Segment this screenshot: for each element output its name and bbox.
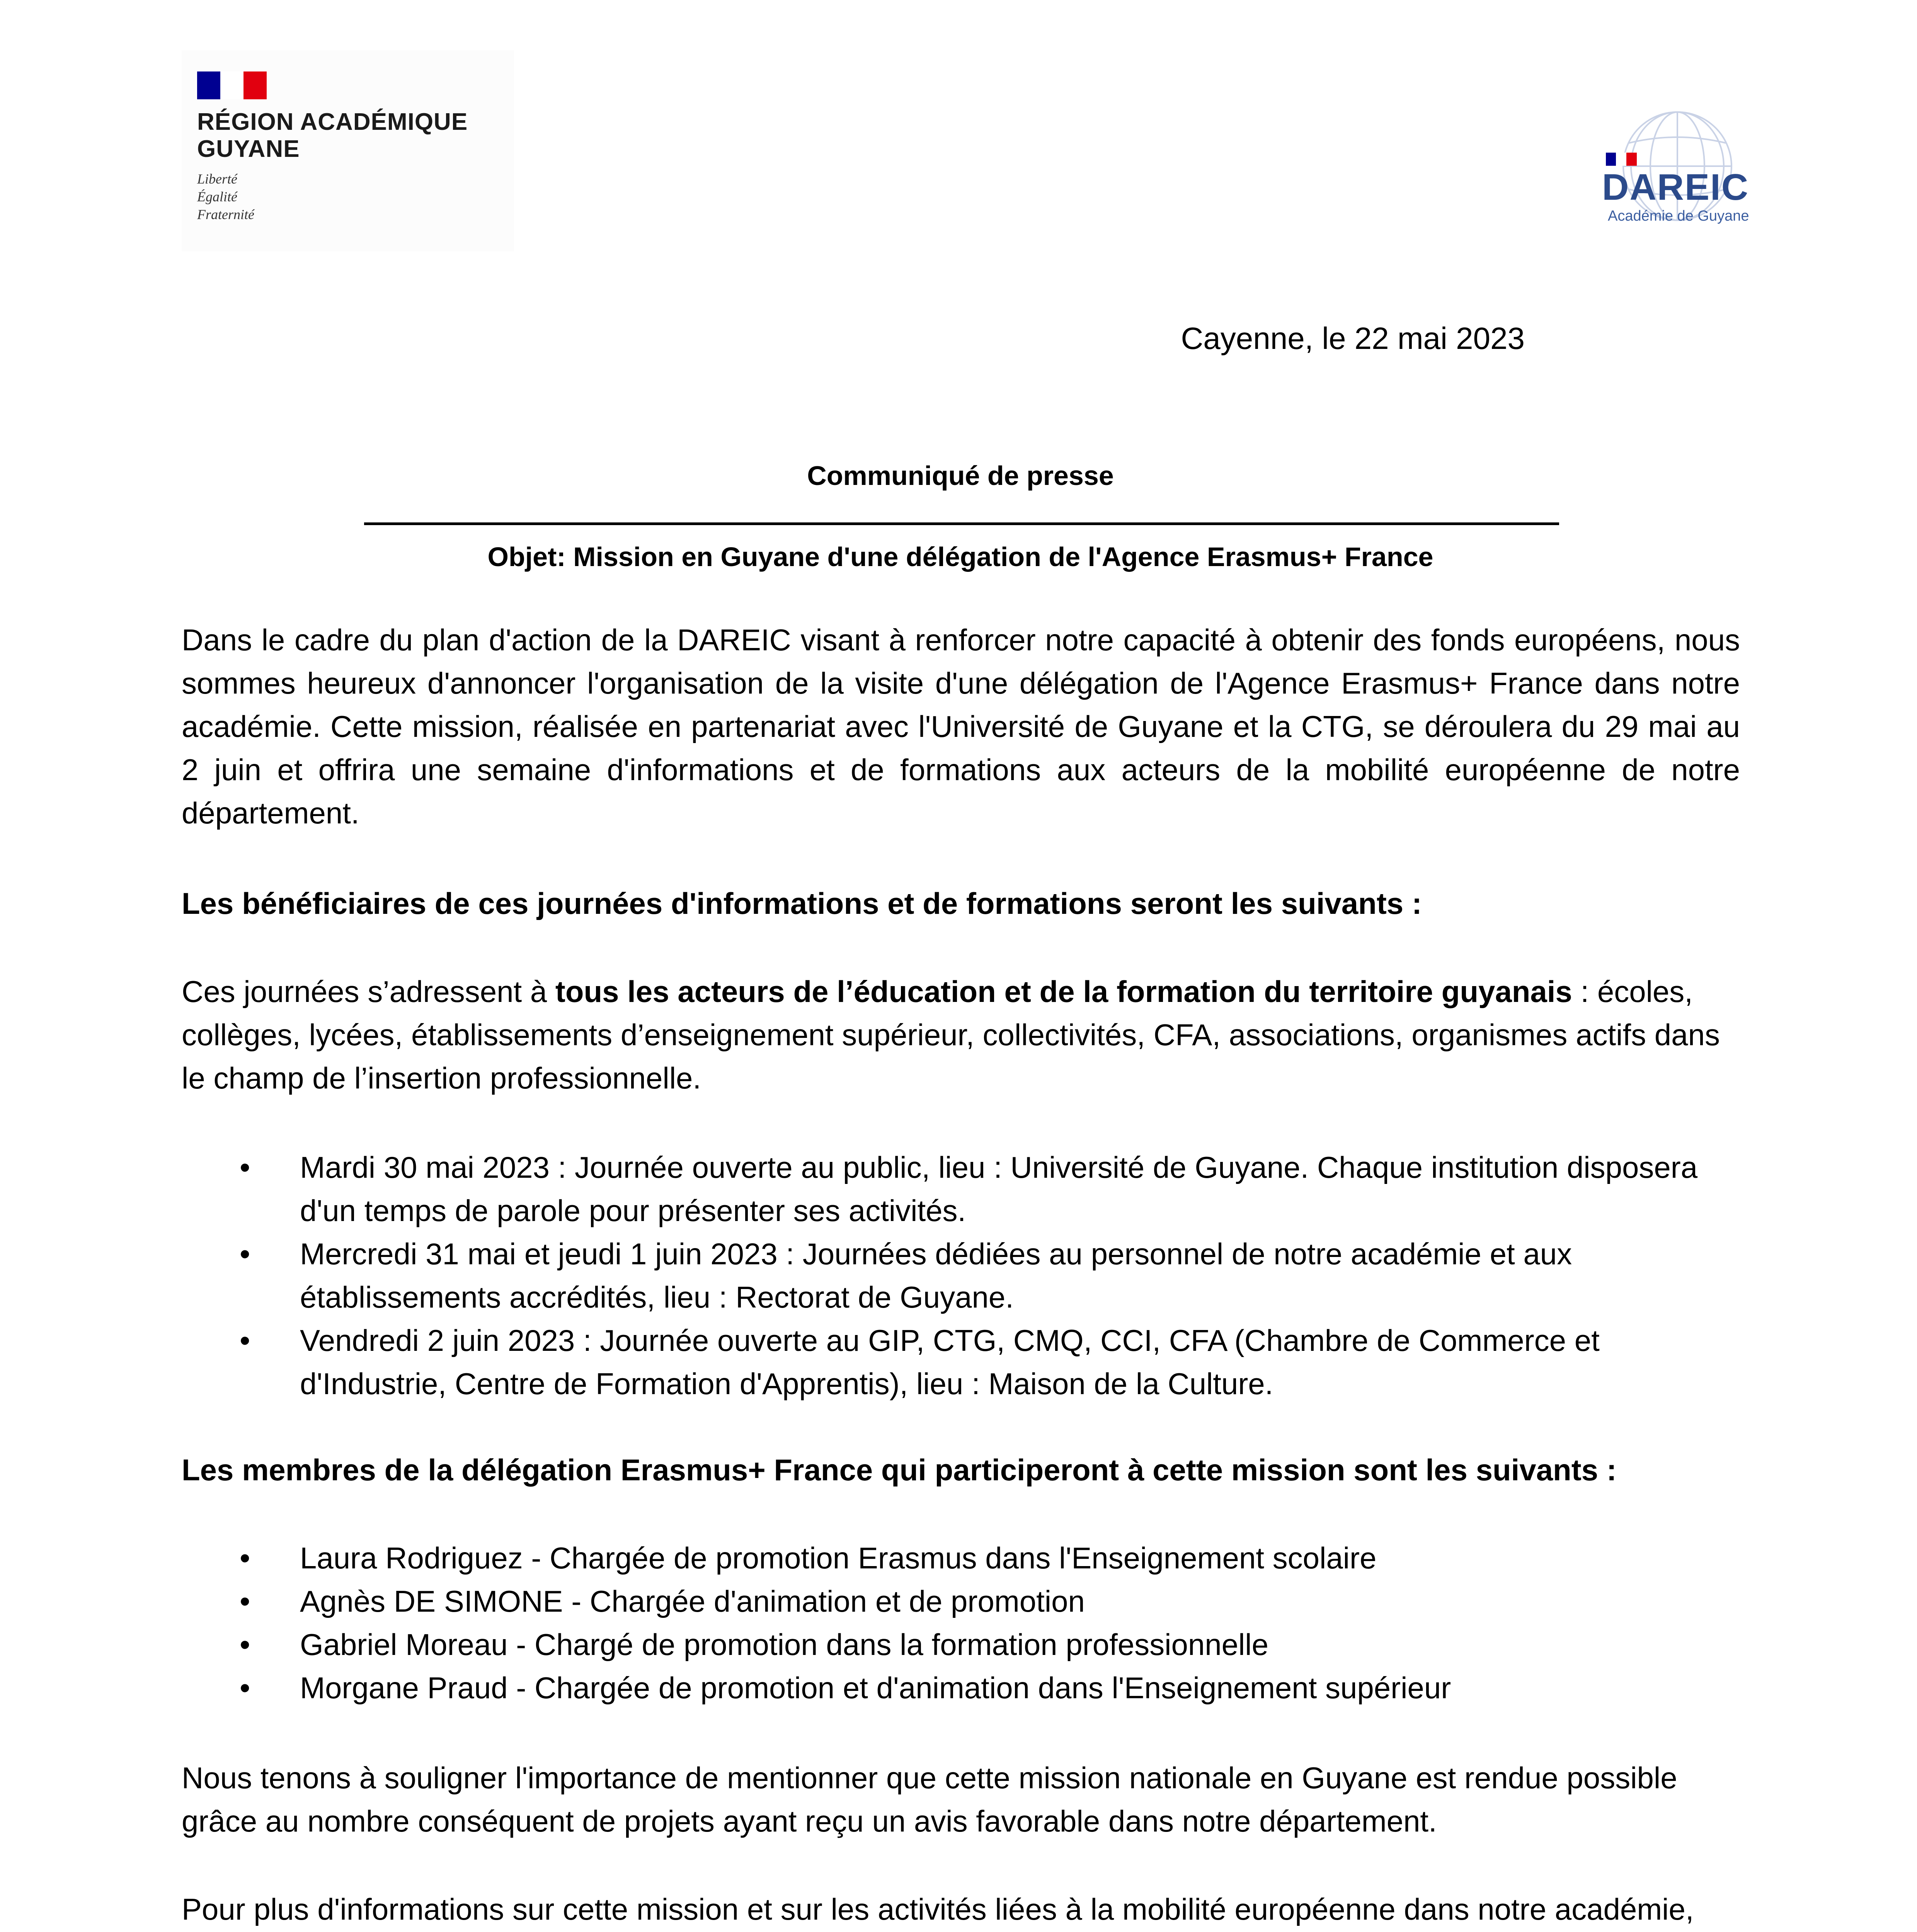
beneficiaries-heading: Les bénéficiaires de ces journées d'informations et de formations seront les suivants : — [182, 886, 1422, 920]
member-item: • Laura Rodriguez - Chargée de promotion Erasmus dans l'Enseignement scolaire — [182, 1536, 1740, 1580]
region-logo-line1: RÉGION ACADÉMIQUE — [197, 109, 468, 135]
members-heading: Les membres de la délégation Erasmus+ France qui participeront à cette mission sont les suivants : — [182, 1453, 1617, 1487]
region-logo-line2: GUYANE — [197, 136, 300, 162]
audience-rest: : écoles, collèges, lycées, établissements d’enseignement supérieur, collectivités, CFA, associations, organismes actifs dans le champ de l’insertion professionnelle. — [182, 975, 1720, 1095]
audience-paragraph — [182, 970, 1740, 1100]
dareic-flag-icon — [1606, 153, 1637, 166]
schedule-list — [182, 1146, 1740, 1405]
motto-fraternite: Fraternité — [197, 207, 254, 222]
press-release-title: Communiqué de presse — [807, 461, 1114, 491]
dareic-logo-subtitle: Académie de Guyane — [1608, 208, 1749, 224]
closing-paragraph: Nous tenons à souligner l'importance de mentionner que cette mission nationale en Guyane est rendue possible grâce au nombre conséquent de projets ayant reçu un avis favorable dans notre département. — [182, 1761, 1677, 1838]
dareic-logo — [1569, 108, 1755, 232]
contact-intro: Pour plus d'informations sur cette mission et sur les activités liées à la mobilité européenne dans notre académie, — [182, 1892, 1694, 1926]
title-divider — [364, 522, 1559, 525]
schedule-item: • Mercredi 31 mai et jeudi 1 juin 2023 : Journées dédiées au personnel de notre académie et aux établissements accrédités, lieu : Rectorat de Guyane. — [182, 1232, 1740, 1319]
dareic-logo-title: DAREIC — [1602, 167, 1749, 208]
schedule-item: • Vendredi 2 juin 2023 : Journée ouverte au GIP, CTG, CMQ, CCI, CFA (Chambre de Commerce et d'Industrie, Centre de Formation d'Apprentis), lieu : Maison de la Culture. — [182, 1319, 1740, 1405]
subject-line: Objet: Mission en Guyane d'une délégation de l'Agence Erasmus+ France — [487, 542, 1433, 572]
audience-lead: Ces journées s’adressent à — [182, 975, 555, 1009]
schedule-item: • Mardi 30 mai 2023 : Journée ouverte au public, lieu : Université de Guyane. Chaque institution disposera d'un temps de parole pour présenter ses activités. — [182, 1146, 1740, 1232]
member-item: • Agnès DE SIMONE - Chargée d'animation et de promotion — [182, 1580, 1740, 1623]
member-item: • Morgane Praud - Chargée de promotion et d'animation dans l'Enseignement supérieur — [182, 1666, 1740, 1709]
motto-egalite: Égalité — [197, 189, 237, 204]
members-list — [182, 1536, 1740, 1709]
region-academique-logo — [182, 50, 514, 251]
french-flag-icon — [197, 71, 267, 99]
motto-liberte: Liberté — [197, 171, 237, 187]
audience-bold: tous les acteurs de l’éducation et de la formation du territoire guyanais — [555, 975, 1572, 1009]
date-line: Cayenne, le 22 mai 2023 — [1181, 321, 1525, 355]
intro-paragraph: Dans le cadre du plan d'action de la DAREIC visant à renforcer notre capacité à obtenir des fonds européens, nous sommes heureux d'annoncer l'organisation de la visite d'une délégation de l'Agence Erasmus+ France dans notre académie. Cette mission, réalisée en partenariat avec l'Université de Guyane et la CTG, se déroulera du 29 mai au 2 juin et offrira une semaine d'informations et de formations aux acteurs de la mobilité européenne de notre département. — [182, 623, 1740, 830]
member-item: • Gabriel Moreau - Chargé de promotion dans la formation professionnelle — [182, 1623, 1740, 1666]
